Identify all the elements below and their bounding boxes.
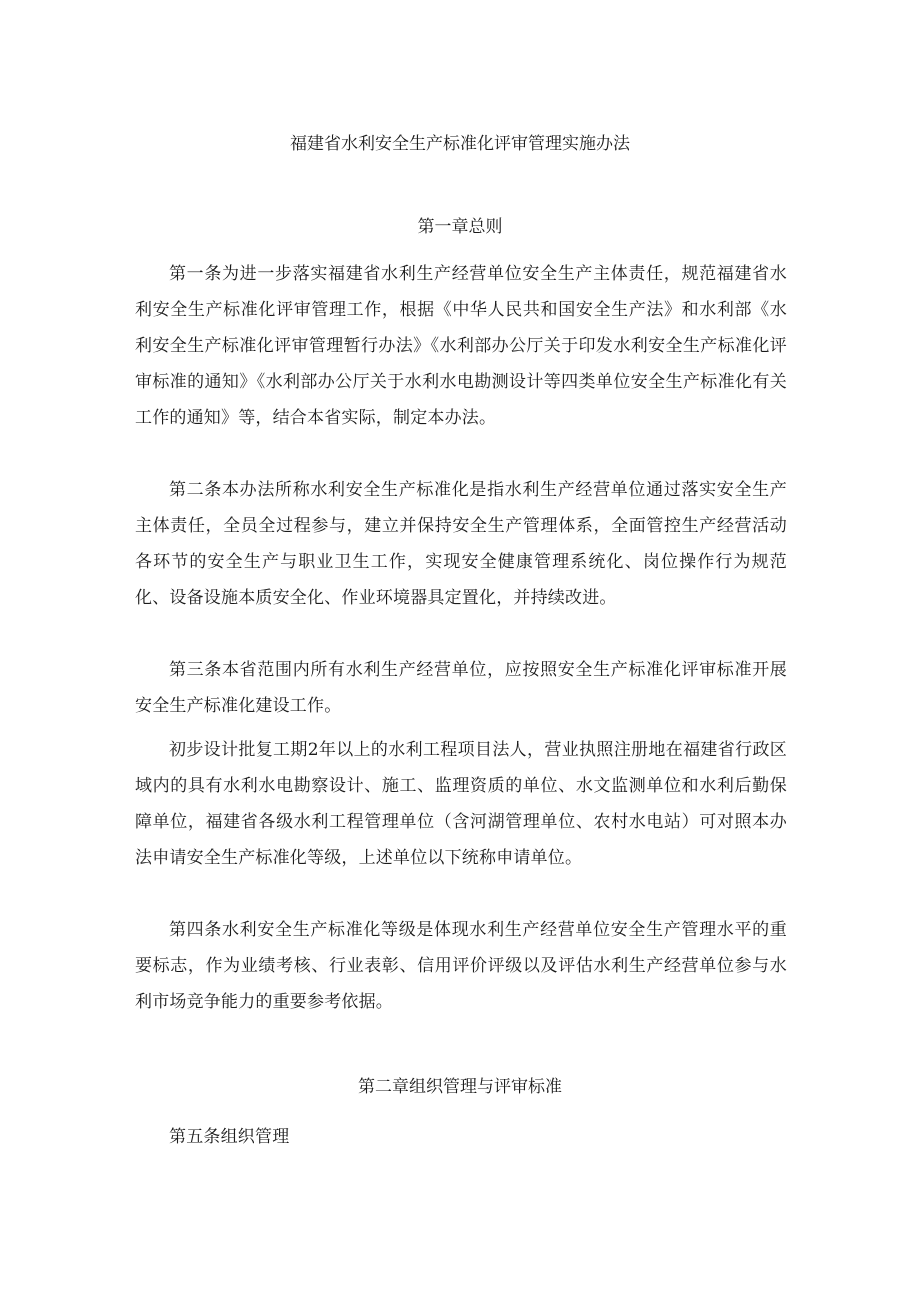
article-1-paragraph: 第一条为进一步落实福建省水利生产经营单位安全生产主体责任，规范福建省水利安全生产标准化评审管理工作，根据《中华人民共和国安全生产法》和水利部《水利安全生产标准化评审管理暂行办法》《水利部办公厅关于印发水利安全生产标准化评审标准的通知》《水利部办公厅关于水利水电勘测设计等四类单位安全生产标准化有关工作的通知》等，结合本省实际，制定本办法。 xyxy=(135,264,787,428)
article-3-continuation-paragraph: 初步设计批复工期2年以上的水利工程项目法人，营业执照注册地在福建省行政区域内的具有水利水电勘察设计、施工、监理资质的单位、水文监测单位和水利后勤保障单位，福建省各级水利工程管理单位（含河湖管理单位、农村水电站）可对照本办法申请安全生产标准化等级，上述单位以下统称申请单位。 xyxy=(135,740,787,868)
article-3-paragraph: 第三条本省范围内所有水利生产经营单位，应按照安全生产标准化评审标准开展安全生产标准化建设工作。 xyxy=(135,660,787,716)
chapter-1-heading: 第一章总则 xyxy=(417,217,503,237)
chapter-2-heading: 第二章组织管理与评审标准 xyxy=(358,1077,562,1097)
article-5-paragraph: 第五条组织管理 xyxy=(169,1127,290,1147)
article-4-paragraph: 第四条水利安全生产标准化等级是体现水利生产经营单位安全生产管理水平的重要标志，作为业绩考核、行业表彰、信用评价评级以及评估水利生产经营单位参与水利市场竞争能力的重要参考依据。 xyxy=(135,920,787,1012)
article-2-paragraph: 第二条本办法所称水利安全生产标准化是指水利生产经营单位通过落实安全生产主体责任，全员全过程参与，建立并保持安全生产管理体系，全面管控生产经营活动各环节的安全生产与职业卫生工作，实现安全健康管理系统化、岗位操作行为规范化、设备设施本质安全化、作业环境器具定置化，并持续改进。 xyxy=(135,480,787,608)
document-title: 福建省水利安全生产标准化评审管理实施办法 xyxy=(290,134,630,154)
